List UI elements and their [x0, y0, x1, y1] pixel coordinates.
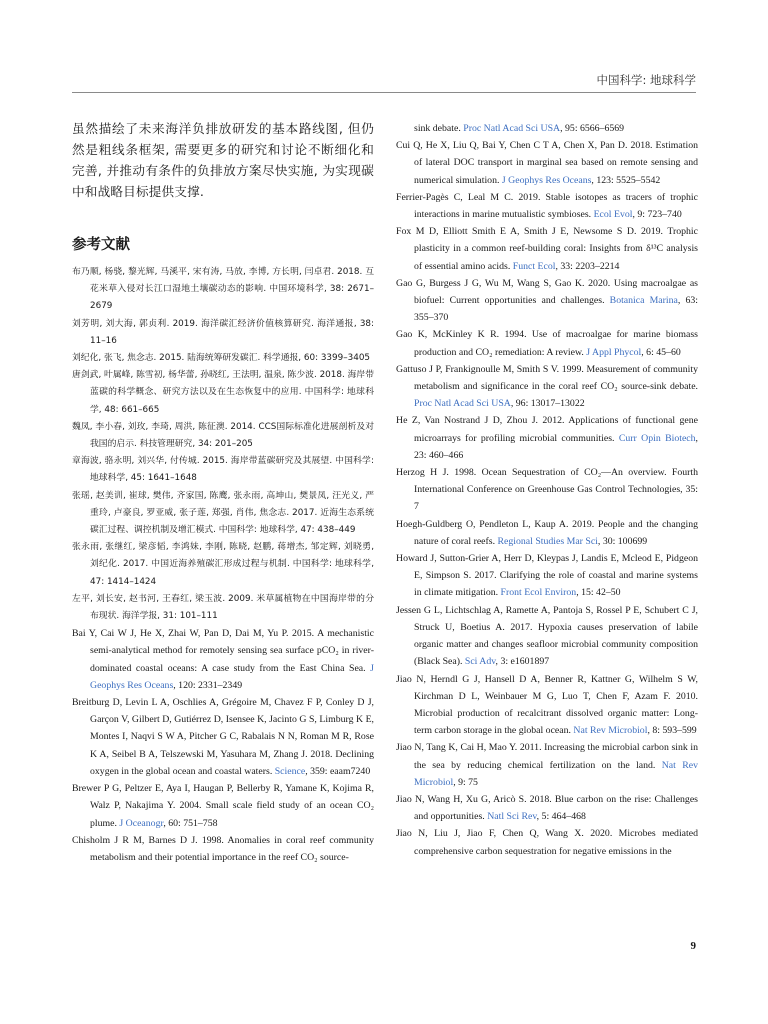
journal-link[interactable]: Sci Adv: [464, 656, 496, 668]
reference-volume: , 33: 2203–2214: [555, 260, 620, 272]
reference-entry: [72, 780, 374, 832]
journal-link[interactable]: Ecol Evol: [593, 209, 633, 221]
reference-entry: [396, 550, 698, 602]
journal-link[interactable]: Nat Rev Microbiol: [573, 725, 648, 737]
reference-volume: , 359: eaam7240: [305, 765, 371, 777]
reference-text: He Z, Van Nostrand J D, Zhou J. 2012. Applications of functional gene microarrays for profiling microbial communities.: [396, 415, 698, 444]
reference-entry: [396, 671, 698, 740]
reference-text: Herzog H J. 1998. Ocean Sequestration of CO₂—An overview. Fourth International Conference on Greenhouse Gas Control Technologies, 35: 7: [396, 467, 698, 513]
header-divider: [72, 92, 696, 93]
journal-link[interactable]: Funct Ecol: [512, 260, 556, 272]
reference-volume: , 9: 75: [453, 776, 478, 788]
journal-link[interactable]: Botanica Marina: [609, 295, 678, 307]
reference-entry: 魏凤, 李小春, 刘玫, 李琦, 周洪, 陈征澳. 2014. CCS国际标准化进展剖析及对我国的启示. 科技管理研究, 34: 201–205: [72, 421, 374, 450]
reference-text: Ferrier-Pagès C, Leal M C. 2019. Stable isotopes as tracers of trophic interactions in marine mutualistic symbioses.: [396, 191, 698, 221]
reference-text: Jiao N, Wang H, Xu G, Aricò S. 2018. Blue carbon on the rise: Challenges and opportunities.: [396, 793, 698, 823]
reference-entry: [396, 120, 698, 137]
reference-volume: , 30: 100699: [597, 535, 648, 547]
reference-volume: , 8: 593–599: [647, 725, 697, 737]
reference-text: Fox M D, Elliott Smith E A, Smith J E, Newsome S D. 2019. Trophic plasticity in a common reef-building coral: Insights from δ¹³C analysis of essential amino acids.: [396, 226, 698, 272]
reference-text: Bai Y, Cai W J, He X, Zhai W, Pan D, Dai M, Yu P. 2015. A mechanistic semi-analytical method for remotely sensing sea surface pCO₂ in river-dominated coastal oceans: A case study from the East China Sea.: [72, 628, 374, 674]
reference-entry: [72, 625, 374, 694]
reference-entry: [72, 832, 374, 866]
reference-volume: , 120: 2331–2349: [173, 679, 243, 691]
page-number: 9: [690, 940, 696, 952]
reference-entry: 刘芳明, 刘大海, 郭贞利. 2019. 海洋碳汇经济价值核算研究. 海洋通报, 38: 11–16: [72, 318, 374, 346]
journal-link[interactable]: Proc Natl Acad Sci USA: [463, 123, 561, 134]
intro-paragraph: 虽然描绘了未来海洋负排放研发的基本路线图, 但仍然是粗线条框架, 需要更多的研究和讨论不断细化和完善, 并推动有条件的负排放方案尽快实施, 为实现碳中和战略目标提供支撑.: [72, 121, 374, 199]
reference-volume: , 96: 13017–13022: [510, 398, 585, 410]
reference-volume: , 3: e1601897: [495, 656, 550, 668]
reference-entry: [396, 223, 698, 275]
reference-entry: 张瑶, 赵美训, 崔球, 樊伟, 齐家国, 陈鹰, 张永雨, 高坤山, 樊景凤, 汪光义, 严重玲, 卢豪良, 罗亚威, 张子莲, 郑强, 肖伟, 焦念志. 2017. 近海生态系统碳汇过程、调控机制及增汇模式. 中国科学: 地球科学, 47: 438–449: [72, 490, 374, 536]
reference-text: Jiao N, Liu J, Jiao F, Chen Q, Wang X. 2020. Microbes mediated comprehensive carbon sequestration for negative emissions in the: [396, 828, 698, 857]
reference-entry: [396, 137, 698, 189]
reference-text: Gao K, McKinley K R. 1994. Use of macroalgae for marine biomass production and CO₂ remediation: A review.: [396, 329, 698, 358]
reference-entry: [72, 694, 374, 780]
reference-text: Breitburg D, Levin L A, Oschlies A, Grégoire M, Chavez F P, Conley D J, Garçon V, Gilbert D, Gutiérrez D, Isensee K, Jacinto G S, Limburg K E, Montes I, Naqvi S W A, Pitcher G C, Rabalais N N, Roman M R, Rose K A, Seibel B A, Telszewski M, Yasuhara M, Zhang J. 2018. Declining oxygen in the global ocean and coastal waters.: [72, 697, 374, 777]
journal-link[interactable]: J Appl Phycol: [586, 346, 642, 358]
reference-text: Jiao N, Tang K, Cai H, Mao Y. 2011. Increasing the microbial carbon sink in the sea by reducing chemical fertilization on the land.: [396, 742, 698, 771]
reference-entry: 布乃顺, 杨骁, 黎光辉, 马溪平, 宋有涛, 马放, 李博, 方长明, 闫卓君. 2018. 互花米草入侵对长江口湿地土壤碳动态的影响. 中国环境科学, 38: 2671–2679: [72, 267, 374, 312]
reference-entry: [396, 739, 698, 791]
reference-entry: [396, 516, 698, 550]
reference-volume: , 9: 723–740: [632, 209, 682, 221]
journal-link[interactable]: Curr Opin Biotech: [618, 432, 696, 444]
reference-entry: 刘纪化, 张飞, 焦念志. 2015. 陆海统筹研发碳汇. 科学通报, 60: 3399–3405: [72, 353, 371, 364]
reference-entry: [396, 361, 698, 413]
reference-text: Jiao N, Herndl G J, Hansell D A, Benner R, Kattner G, Wilhelm S W, Kirchman D L, Weinbauer M G, Luo T, Chen F, Azam F. 2010. Microbial production of recalcitrant dissolved organic matter: Long-term carbon storage in the global ocean.: [396, 673, 698, 737]
journal-link[interactable]: Nat Rev Microbiol: [414, 759, 698, 788]
reference-text: Gattuso J P, Frankignoulle M, Smith S V. 1999. Measurement of community metabolism and significance in the coral reef CO₂ source-sink debate.: [396, 363, 698, 393]
reference-text: Brewer P G, Peltzer E, Aya I, Haugan P, Bellerby R, Yamane K, Kojima R, Walz P, Nakajima Y. 2004. Small scale field study of an ocean CO₂ plume.: [72, 783, 374, 829]
left-column: [72, 118, 374, 866]
reference-text: Chisholm J R M, Barnes D J. 1998. Anomalies in coral reef community metabolism and their potential importance in the reef CO₂ source-: [72, 834, 374, 863]
left-reference-list: [72, 264, 374, 866]
reference-text: Howard J, Sutton-Grier A, Herr D, Kleypas J, Landis E, Mcleod E, Pidgeon E, Simpson S. 2017. Clarifying the role of coastal and marine systems in climate mitigation.: [396, 553, 698, 599]
reference-entry: 唐剑武, 叶属峰, 陈雪初, 杨华蕾, 孙晓红, 王法明, 温泉, 陈少波. 2018. 海岸带蓝碳的科学概念、研究方法以及在生态恢复中的应用. 中国科学: 地球科学, 48: 661–665: [72, 370, 374, 415]
reference-entry: [396, 189, 698, 223]
reference-text: Gao G, Burgess J G, Wu M, Wang S, Gao K. 2020. Using macroalgae as biofuel: Current opportunities and challenges.: [396, 277, 698, 307]
journal-link[interactable]: Natl Sci Rev: [487, 811, 537, 823]
journal-title: 中国科学: 地球科学: [596, 73, 696, 87]
reference-entry: [396, 275, 698, 327]
reference-volume: , 15: 42–50: [576, 587, 621, 599]
journal-link[interactable]: Science: [274, 765, 306, 777]
reference-entry: [396, 825, 698, 859]
journal-link[interactable]: Proc Natl Acad Sci USA: [414, 398, 511, 410]
reference-entry: 张永雨, 张继红, 梁彦韬, 李鸿妹, 李刚, 陈晓, 赵鹏, 蒋增杰, 邹定辉, 刘晓勇, 刘纪化. 2017. 中国近海养殖碳汇形成过程与机制. 中国科学: 地球科学, 47: 1414–1424: [72, 542, 374, 587]
reference-text: Hoegh-Guldberg O, Pendleton L, Kaup A. 2019. People and the changing nature of coral reefs.: [396, 518, 698, 547]
reference-volume: , 60: 751–758: [163, 817, 218, 829]
reference-volume: , 123: 5525–5542: [591, 174, 661, 186]
journal-link[interactable]: Regional Studies Mar Sci: [497, 535, 598, 547]
reference-entry: [396, 602, 698, 671]
reference-text: sink debate.: [414, 123, 464, 134]
references-heading: 参考文献: [72, 237, 130, 253]
journal-link[interactable]: J Oceanogr: [119, 817, 164, 829]
reference-volume: , 23: 460–466: [414, 432, 698, 461]
journal-link[interactable]: J Geophys Res Oceans: [90, 662, 374, 691]
right-reference-list: [396, 120, 698, 860]
reference-text: Jessen G L, Lichtschlag A, Ramette A, Pantoja S, Rossel P E, Schubert C J, Struck U, Boetius A. 2017. Hypoxia causes preservation of labile organic matter and changes seafloor microbial community composition (Black Sea).: [396, 604, 698, 668]
reference-volume: , 95: 6566–6569: [560, 123, 625, 134]
reference-volume: , 6: 45–60: [641, 346, 681, 358]
reference-entry: 章海波, 骆永明, 刘兴华, 付传城. 2015. 海岸带蓝碳研究及其展望. 中国科学: 地球科学, 45: 1641–1648: [72, 456, 374, 484]
reference-volume: , 63: 355–370: [414, 295, 698, 324]
journal-link[interactable]: J Geophys Res Oceans: [501, 174, 592, 186]
reference-entry: [396, 412, 698, 464]
reference-entry: [396, 791, 698, 825]
journal-link[interactable]: Front Ecol Environ: [500, 587, 577, 599]
reference-entry: [396, 464, 698, 516]
reference-entry: 左平, 刘长安, 赵书河, 王春红, 梁玉波. 2009. 米草属植物在中国海岸带的分布现状. 海洋学报, 31: 101–111: [72, 593, 374, 622]
right-column: [396, 120, 698, 860]
reference-text: Cui Q, He X, Liu Q, Bai Y, Chen C T A, Chen X, Pan D. 2018. Estimation of lateral DOC transport in marginal sea based on remote sensing and numerical simulation.: [396, 140, 698, 186]
reference-entry: [396, 326, 698, 360]
reference-volume: , 5: 464–468: [536, 811, 586, 823]
